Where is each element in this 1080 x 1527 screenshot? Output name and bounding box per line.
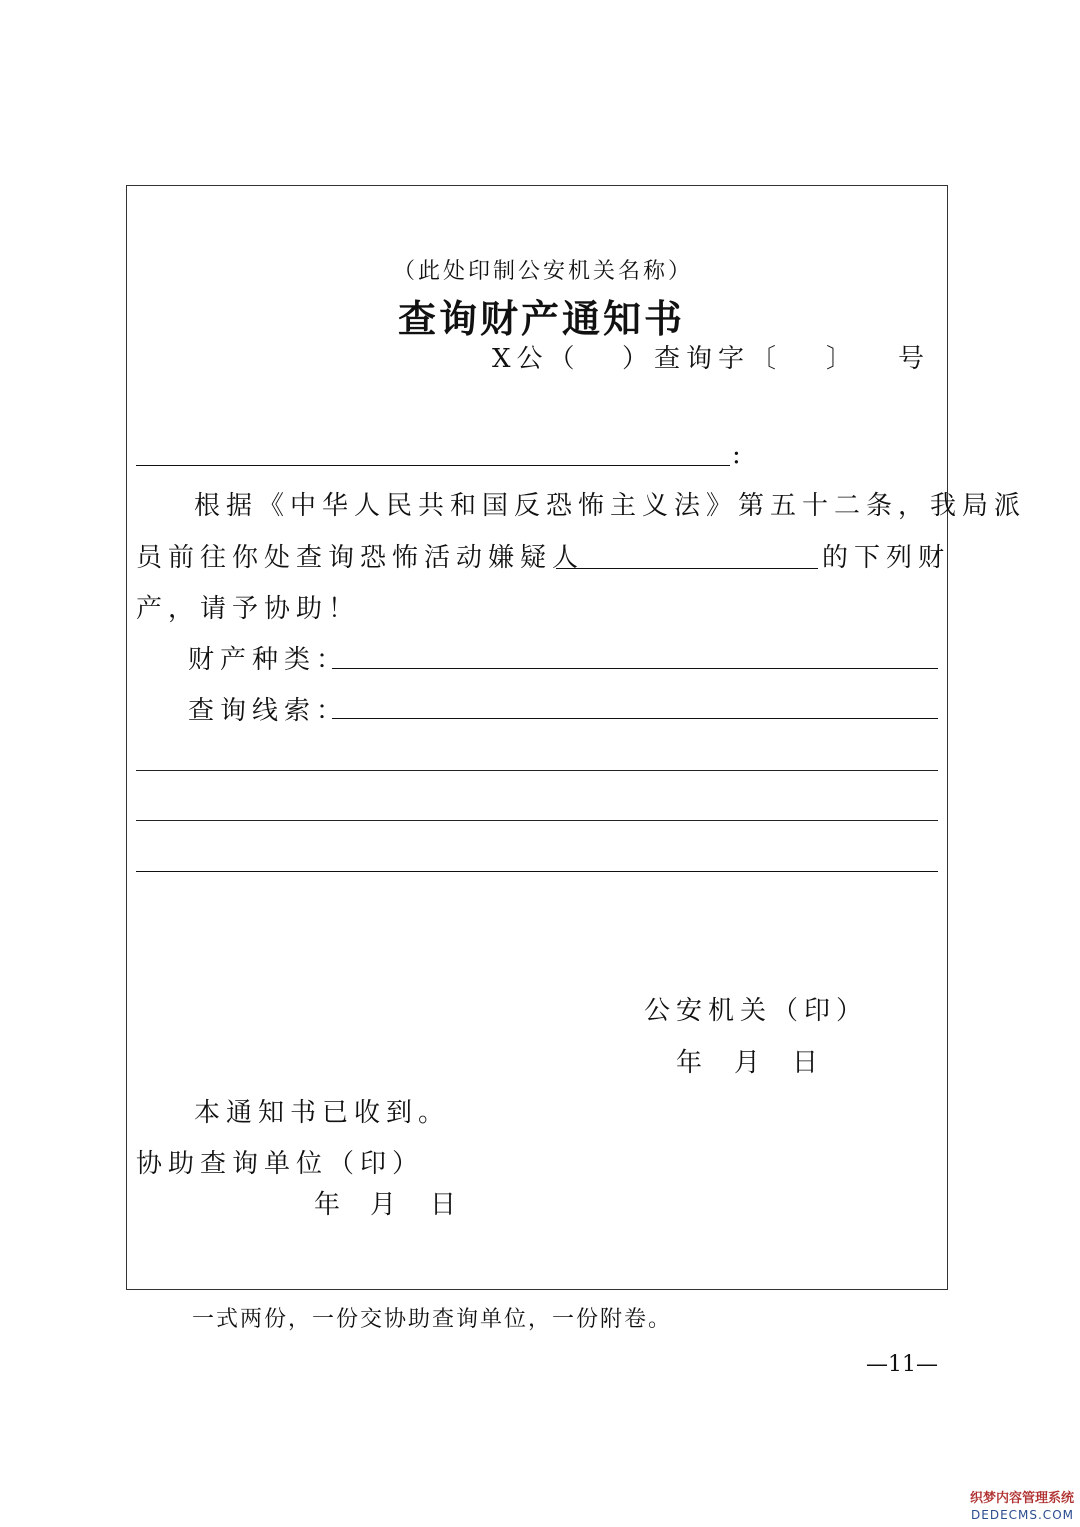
watermark (970, 1491, 1074, 1523)
page-number: —11— (866, 1352, 938, 1377)
receipt-acknowledgement: 本通知书已收到。 (194, 1098, 451, 1128)
blank-line-3 (136, 871, 938, 872)
agency-seal: 公安机关（印） (644, 996, 869, 1026)
assisting-unit-seal: 协助查询单位（印） (136, 1149, 425, 1179)
document-title: 查询财产通知书 (398, 296, 686, 341)
watermark-line-2: DEDECMS.COM (971, 1508, 1074, 1522)
copies-note: 一式两份，一份交协助查询单位，一份附卷。 (192, 1307, 673, 1332)
doc-number-suffix: 号 (898, 344, 931, 374)
receipt-date-month: 月 (370, 1190, 403, 1220)
query-clue-line (332, 718, 938, 719)
doc-number-bracket-close: 〕 (826, 344, 859, 374)
blank-line-1 (136, 770, 938, 771)
property-type-line (332, 668, 938, 669)
suspect-name-blank-line (556, 568, 818, 569)
recipient-blank-line (136, 465, 730, 466)
blank-line-2 (136, 820, 938, 821)
watermark-line-1: 织梦内容管理系统 (969, 1491, 1074, 1506)
agency-date-day: 日 (792, 1048, 825, 1078)
agency-date-year: 年 (676, 1048, 709, 1078)
body-line-3: 产，请予协助！ (136, 594, 361, 624)
query-clue-label: 查询线索： (188, 696, 349, 726)
agency-name-placeholder: （此处印制公安机关名称） (393, 259, 694, 284)
body-line-1: 根据《中华人民共和国反恐怖主义法》第五十二条，我局派 (194, 491, 1027, 521)
body-line-2-after: 的下列财 (822, 543, 951, 573)
receipt-date-day: 日 (430, 1190, 463, 1220)
property-type-label: 财产种类： (188, 645, 349, 675)
receipt-date-year: 年 (314, 1190, 347, 1220)
body-line-2-before: 员前往你处查询恐怖活动嫌疑人 (136, 543, 585, 573)
agency-date-month: 月 (734, 1048, 767, 1078)
recipient-colon: : (732, 440, 747, 470)
doc-number-prefix: X公（ (492, 344, 581, 374)
doc-number-middle: ）查询字〔 (622, 344, 783, 374)
